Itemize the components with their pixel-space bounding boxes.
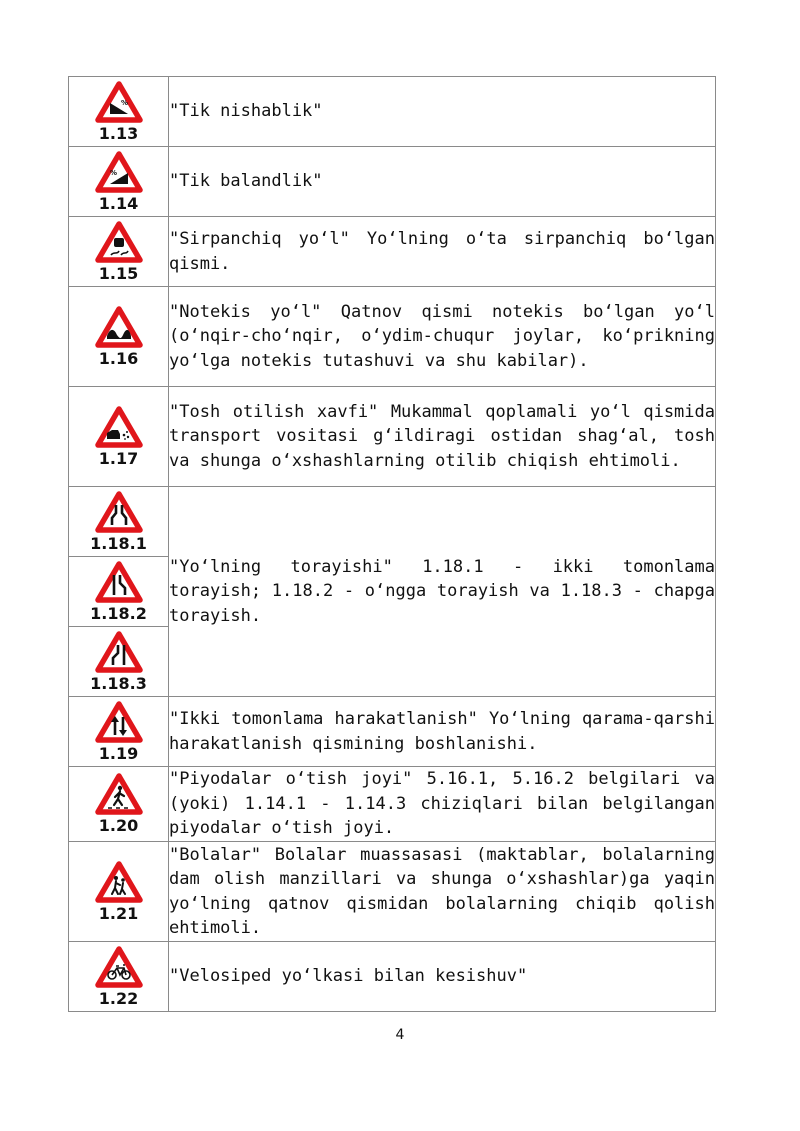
sign-code: 1.16 (98, 348, 139, 368)
sign-description: "Velosiped yo‘lkasi bilan kesishuv" (169, 942, 716, 1012)
sign-description: "Yo‘lning torayishi" 1.18.1 - ikki tomonlama torayish; 1.18.2 - o‘ngga torayish va 1.18.3 - chapga torayish. (169, 487, 716, 697)
sign-code: 1.18.1 (90, 533, 147, 553)
table-row (69, 767, 716, 842)
sign-cell (69, 627, 169, 697)
sign-cell (69, 77, 169, 147)
sign-description: "Notekis yo‘l" Qatnov qismi notekis bo‘lgan yo‘l (o‘nqir-cho‘nqir, o‘ydim-chuqur joylar, ko‘prikning yo‘lga notekis tutashuvi va shu kabilar). (169, 287, 716, 387)
page-number: 4 (395, 1027, 405, 1043)
table-row (69, 487, 716, 557)
pedestrian-crossing-icon (95, 773, 143, 815)
two-way-traffic-icon (95, 701, 143, 743)
svg-text:%: % (120, 98, 128, 107)
sign-code: 1.17 (98, 448, 139, 468)
sign-description: "Tosh otilish xavfi" Mukammal qoplamali yo‘l qismida transport vositasi g‘ildiragi ostidan shag‘al, tosh va shunga o‘xshashlarning otilib chiqish ehtimoli. (169, 387, 716, 487)
road-signs-table (68, 76, 716, 1012)
sign-description: "Ikki tomonlama harakatlanish" Yo‘lning qarama-qarshi harakatlanish qismining boshlanishi. (169, 697, 716, 767)
sign-cell (69, 697, 169, 767)
table-row (69, 287, 716, 387)
sign-code: 1.22 (98, 988, 139, 1008)
sign-code: 1.18.2 (90, 603, 147, 623)
steep-ascent-icon (95, 151, 143, 193)
table-row (69, 387, 716, 487)
steep-descent-icon (95, 81, 143, 123)
road-narrows-right-icon (95, 561, 143, 603)
sign-description: "Tik nishablik" (169, 77, 716, 147)
road-narrows-both-icon (95, 491, 143, 533)
sign-description: "Sirpanchiq yo‘l" Yo‘lning o‘ta sirpanchiq bo‘lgan qismi. (169, 217, 716, 287)
sign-cell (69, 767, 169, 842)
road-narrows-left-icon (95, 631, 143, 673)
sign-description: "Piyodalar o‘tish joyi" 5.16.1, 5.16.2 belgilari va (yoki) 1.14.1 - 1.14.3 chiziqlari bilan belgilangan piyodalar o‘tish joyi. (169, 767, 716, 842)
sign-code: 1.15 (98, 263, 139, 283)
table-row (69, 217, 716, 287)
children-icon (95, 861, 143, 903)
sign-code: 1.18.3 (90, 673, 147, 693)
sign-code: 1.21 (98, 903, 139, 923)
sign-code: 1.20 (98, 816, 139, 835)
sign-cell (69, 942, 169, 1012)
sign-cell (69, 842, 169, 942)
table-row (69, 697, 716, 767)
slippery-road-icon (95, 221, 143, 263)
sign-cell (69, 387, 169, 487)
sign-cell (69, 557, 169, 627)
table-row (69, 77, 716, 147)
sign-description: "Bolalar" Bolalar muassasasi (maktablar, bolalarning dam olish manzillari va shunga o‘xshashlar)ga yaqin yo‘lning qatnov qismidan bolalarning chiqib qolish ehtimoli. (169, 842, 716, 942)
table-row (69, 147, 716, 217)
table-row (69, 842, 716, 942)
loose-gravel-icon (95, 406, 143, 448)
sign-description: "Tik balandlik" (169, 147, 716, 217)
sign-code: 1.13 (98, 123, 139, 143)
svg-text:%: % (109, 168, 117, 177)
uneven-road-icon (95, 306, 143, 348)
table-row (69, 942, 716, 1012)
sign-cell (69, 287, 169, 387)
sign-code: 1.19 (98, 743, 139, 763)
bicycle-crossing-icon (95, 946, 143, 988)
sign-cell (69, 487, 169, 557)
sign-code: 1.14 (98, 193, 139, 213)
sign-cell (69, 217, 169, 287)
sign-cell (69, 147, 169, 217)
